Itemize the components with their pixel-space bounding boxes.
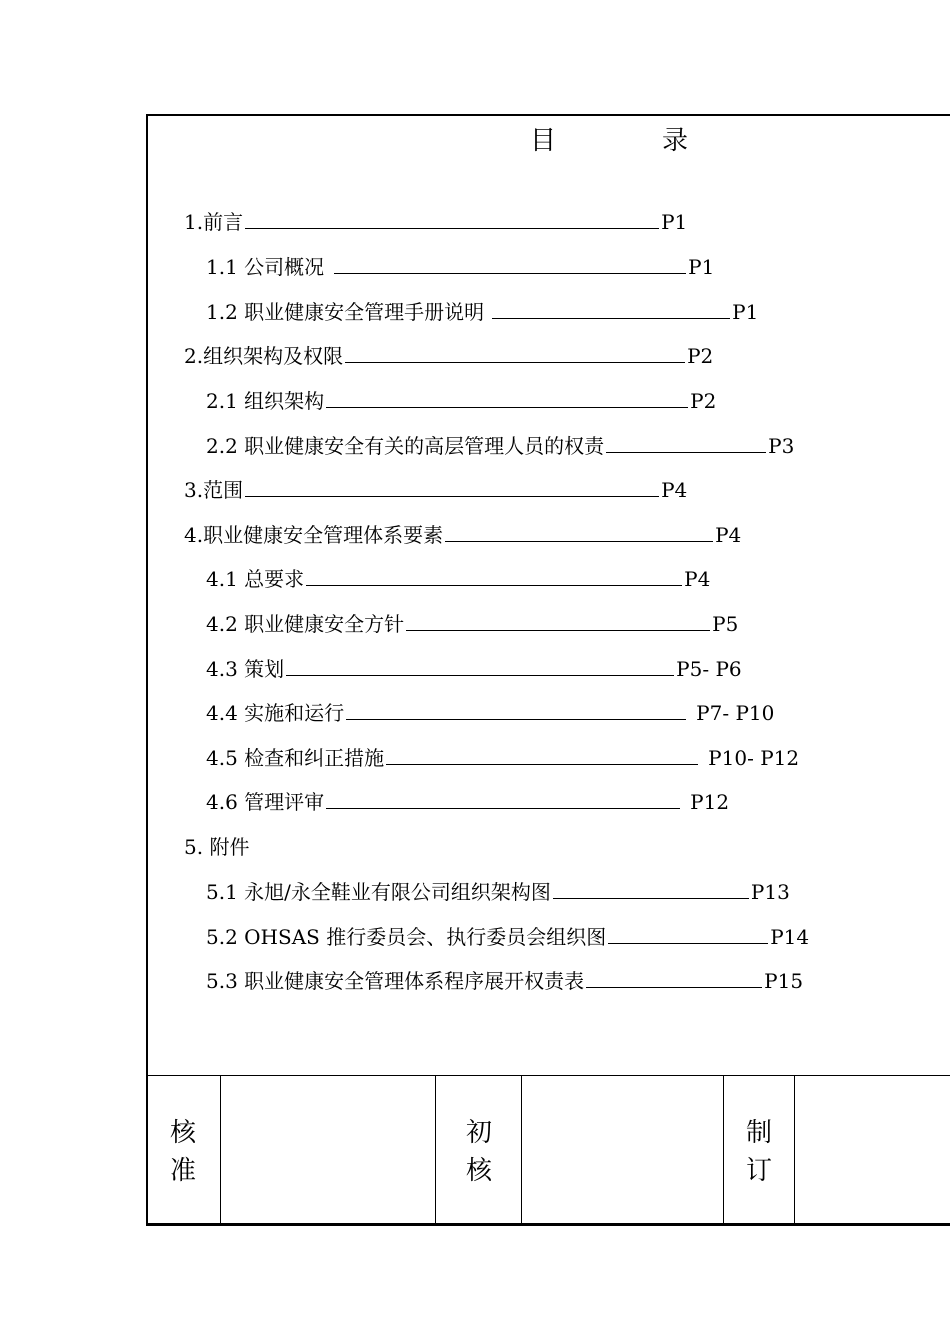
- toc-label: 5. 附件: [184, 835, 250, 859]
- toc-entry[interactable]: [184, 210, 687, 234]
- review-cell[interactable]: [522, 1076, 723, 1226]
- toc-page: P2: [687, 344, 714, 368]
- toc-leader: [306, 584, 682, 586]
- toc-page: P15: [764, 969, 804, 993]
- toc-label: 2.1 组织架构: [206, 389, 325, 413]
- approve-label-line2: 准: [169, 1156, 196, 1186]
- approve-label: [168, 1114, 198, 1190]
- toc-page: P10- P12: [708, 746, 800, 770]
- toc-label: 3.范围: [184, 478, 244, 502]
- toc-leader: [492, 317, 730, 319]
- toc-leader: [553, 897, 749, 899]
- toc-label: 4.3 策划: [206, 657, 285, 681]
- toc-label: 1.1 公司概况: [206, 255, 325, 279]
- toc-page: P5- P6: [676, 657, 742, 681]
- toc-label: 4.5 检查和纠正措施: [206, 746, 385, 770]
- prepare-label-line1: 制: [745, 1118, 772, 1148]
- toc-leader: [345, 361, 685, 363]
- toc-label: 2.组织架构及权限: [184, 344, 344, 368]
- toc-label: 2.2 职业健康安全有关的高层管理人员的权责: [206, 434, 605, 458]
- toc-entry[interactable]: [206, 701, 774, 725]
- toc-leader: [586, 986, 762, 988]
- toc-page: P14: [770, 925, 810, 949]
- toc-page: P1: [732, 300, 759, 324]
- prepare-label: [744, 1114, 774, 1190]
- page-title: 目 录: [530, 126, 729, 156]
- toc-label: 1.2 职业健康安全管理手册说明: [206, 300, 485, 324]
- toc-entry[interactable]: [206, 434, 794, 458]
- toc-leader: [326, 807, 680, 809]
- toc-leader: [245, 227, 659, 229]
- toc-label: 5.1 永旭/永全鞋业有限公司组织架构图: [206, 880, 551, 904]
- toc-entry[interactable]: [184, 344, 713, 368]
- prepare-cell[interactable]: [795, 1076, 950, 1226]
- toc-leader: [334, 272, 686, 274]
- toc-entry[interactable]: [206, 657, 742, 681]
- toc-entry[interactable]: [206, 255, 714, 279]
- toc-entry[interactable]: [206, 790, 729, 814]
- toc-entry[interactable]: [206, 300, 758, 324]
- toc-leader: [286, 674, 674, 676]
- toc-page: P4: [661, 478, 688, 502]
- toc-leader: [386, 763, 698, 765]
- toc-label: 4.职业健康安全管理体系要素: [184, 523, 444, 547]
- approve-cell[interactable]: [221, 1076, 435, 1226]
- toc-leader: [326, 406, 688, 408]
- toc-label: 4.1 总要求: [206, 567, 305, 591]
- toc-entry[interactable]: [206, 880, 790, 904]
- toc-leader: [445, 540, 713, 542]
- toc-leader: [346, 718, 686, 720]
- prepare-label-line2: 订: [745, 1156, 772, 1186]
- toc-label: 5.2 OHSAS 推行委员会、执行委员会组织图: [206, 925, 607, 949]
- toc-label: 4.4 实施和运行: [206, 701, 345, 725]
- toc-page: P13: [750, 880, 790, 904]
- toc-leader: [245, 495, 659, 497]
- toc-entry[interactable]: [206, 969, 803, 993]
- toc-entry[interactable]: [184, 523, 741, 547]
- toc-page: P2: [690, 389, 717, 413]
- toc-entry[interactable]: [184, 478, 687, 502]
- toc-label: 5.3 职业健康安全管理体系程序展开权责表: [206, 969, 585, 993]
- toc-entry[interactable]: [206, 925, 809, 949]
- toc-leader: [606, 451, 766, 453]
- toc-page: P4: [715, 523, 742, 547]
- review-label-line2: 核: [465, 1156, 492, 1186]
- review-label-line1: 初: [465, 1118, 492, 1148]
- toc-entry[interactable]: [206, 567, 710, 591]
- toc-entry[interactable]: [206, 746, 799, 770]
- toc-page: P5: [712, 612, 739, 636]
- toc-label: 4.2 职业健康安全方针: [206, 612, 405, 636]
- table-divider: [435, 1075, 436, 1226]
- toc-entry[interactable]: [184, 835, 249, 859]
- toc-page: P3: [768, 434, 795, 458]
- toc-leader: [406, 629, 710, 631]
- toc-label: 1.前言: [184, 210, 244, 234]
- toc-page: P4: [684, 567, 711, 591]
- toc-page: P1: [661, 210, 688, 234]
- toc-page: P12: [690, 790, 730, 814]
- toc-entry[interactable]: [206, 389, 716, 413]
- toc-label: 4.6 管理评审: [206, 790, 325, 814]
- toc-page: P1: [688, 255, 715, 279]
- toc-leader: [608, 942, 768, 944]
- approve-label-line1: 核: [169, 1118, 196, 1148]
- table-divider: [723, 1075, 724, 1226]
- toc-page: P7- P10: [696, 701, 775, 725]
- toc-entry[interactable]: [206, 612, 738, 636]
- review-label: [464, 1114, 494, 1190]
